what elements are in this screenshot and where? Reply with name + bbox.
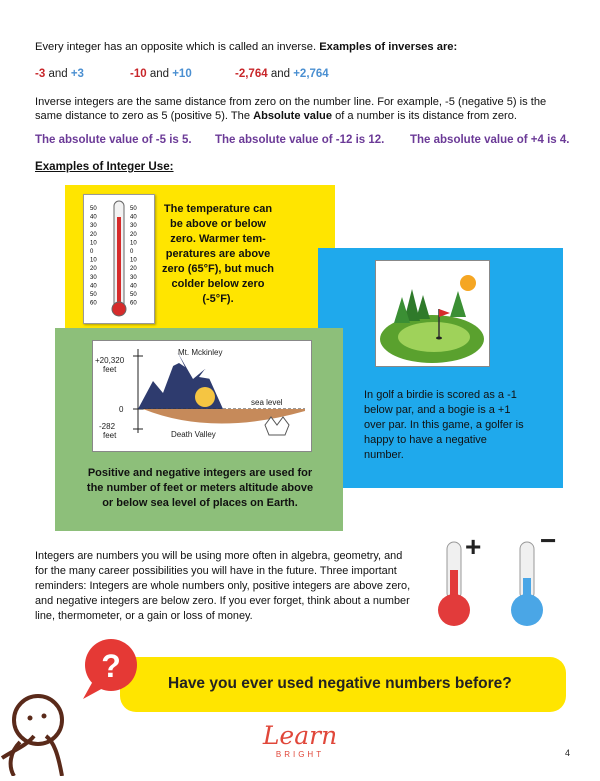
valley-label: Death Valley [171,430,216,439]
scale-tick-right: 10 [130,257,137,264]
scale-tick-left: 50 [90,292,97,298]
scale-tick-right: 30 [130,223,137,230]
scale-tick-right: 10 [130,240,137,247]
altitude-text: Positive and negative integers are used for the number of feet or meters altitude above or below sea level of places on Earth. [86,467,314,509]
scale-tick-left: 10 [90,240,97,247]
inverse-pair [130,68,192,80]
golf-course-icon [376,261,489,366]
thermometer-icon [84,195,154,323]
logo-learn: Learn [262,721,338,750]
top-unit-label: feet [103,365,117,374]
intro-text: Every integer has an opposite which is called an inverse. [35,41,317,53]
para1-text-b: of a number is its distance from zero. [332,110,517,122]
scale-tick-left: 20 [90,231,97,238]
golf-text: In golf a birdie is scored as a -1 below par, and a bogie is a +1 over par. In this game, a golfer is happy to have a negative number. [364,389,524,461]
bottom-unit-label: feet [103,431,117,440]
altitude-diagram [93,341,311,451]
top-value-label: +20,320 [95,356,125,365]
scale-tick-left: 60 [90,300,97,307]
scale-tick-right: 0 [130,249,134,255]
question-mark: ? [101,648,121,684]
thermometers-icon [425,530,585,640]
golf-illustration [375,260,490,367]
bottom-value-label: -282 [99,422,116,431]
inverse-pair [35,68,84,80]
temperature-text: The temperature can be above or below zero. Warmer tem-peratures are above zero (65°F), but much colder below zero (-5°F). [162,203,274,305]
scale-tick-right: 60 [130,300,137,307]
thermometer-illustration [83,194,155,324]
negative-value: -10 [130,68,147,80]
plus-sign: + [465,531,482,562]
learn-bright-logo [250,721,350,768]
scale-tick-left: 10 [90,257,97,264]
intro-bold: Examples of inverses are: [319,41,458,53]
and-word: and [48,68,68,80]
banner-question: Have you ever used negative numbers before? [168,675,512,692]
scale-tick-right: 50 [130,292,137,298]
integers-reminder-paragraph: Integers are numbers you will be using more often in algebra, geometry, and for the many career possibilities you will have in the future. Three important reminders: Integers are whole numbers only, positive integers are above zero, and negative integers are below zero. If you ever forget, think about a number line, thermometer, or a gain or loss of money. [35,550,411,622]
para1-text-a: Inverse integers are the same distance from zero on the number line. For example, -5 (negative 5) is the same distance to zero as 5 (positive 5). The [35,96,547,122]
logo-bright: BRIGHT [275,750,325,759]
scale-tick-left: 40 [90,214,97,221]
scale-tick-left: 0 [90,249,94,255]
scale-tick-left: 40 [90,283,97,290]
question-mark-icon [75,637,145,701]
and-word: and [149,68,170,80]
positive-value: +3 [70,68,84,80]
absolute-value-example: The absolute value of -5 is 5. [35,134,192,146]
zero-label: 0 [119,405,124,414]
scale-tick-right: 40 [130,214,137,221]
sea-level-label: sea level [251,398,283,407]
page-number: 4 [565,748,571,758]
positive-value: +2,764 [293,68,329,80]
positive-value: +10 [172,68,192,80]
altitude-illustration [92,340,312,452]
section-heading: Examples of Integer Use: [35,160,174,173]
and-word: and [270,68,290,80]
thinking-person-icon [0,680,80,776]
mountain-label: Mt. Mckinley [178,348,223,357]
scale-tick-right: 50 [130,206,137,212]
scale-tick-right: 30 [130,274,137,281]
absolute-value-paragraph [35,95,575,123]
intro-line [35,40,575,55]
absolute-value-example: The absolute value of +4 is 4. [410,134,570,146]
scale-tick-left: 30 [90,274,97,281]
scale-tick-left: 50 [90,206,97,212]
scale-tick-right: 20 [130,266,137,273]
question-bubble [75,637,145,701]
scale-tick-left: 30 [90,223,97,230]
thinking-person-illustration [0,680,80,776]
scale-tick-right: 20 [130,231,137,238]
negative-value: -2,764 [235,68,268,80]
inverse-pair [235,68,329,80]
scale-tick-left: 20 [90,266,97,273]
para1-bold: Absolute value [253,110,332,122]
absolute-value-example: The absolute value of -12 is 12. [215,134,385,146]
negative-value: -3 [35,68,46,80]
plus-minus-thermometers [425,530,585,640]
scale-tick-right: 40 [130,283,137,290]
minus-sign: − [540,530,557,556]
